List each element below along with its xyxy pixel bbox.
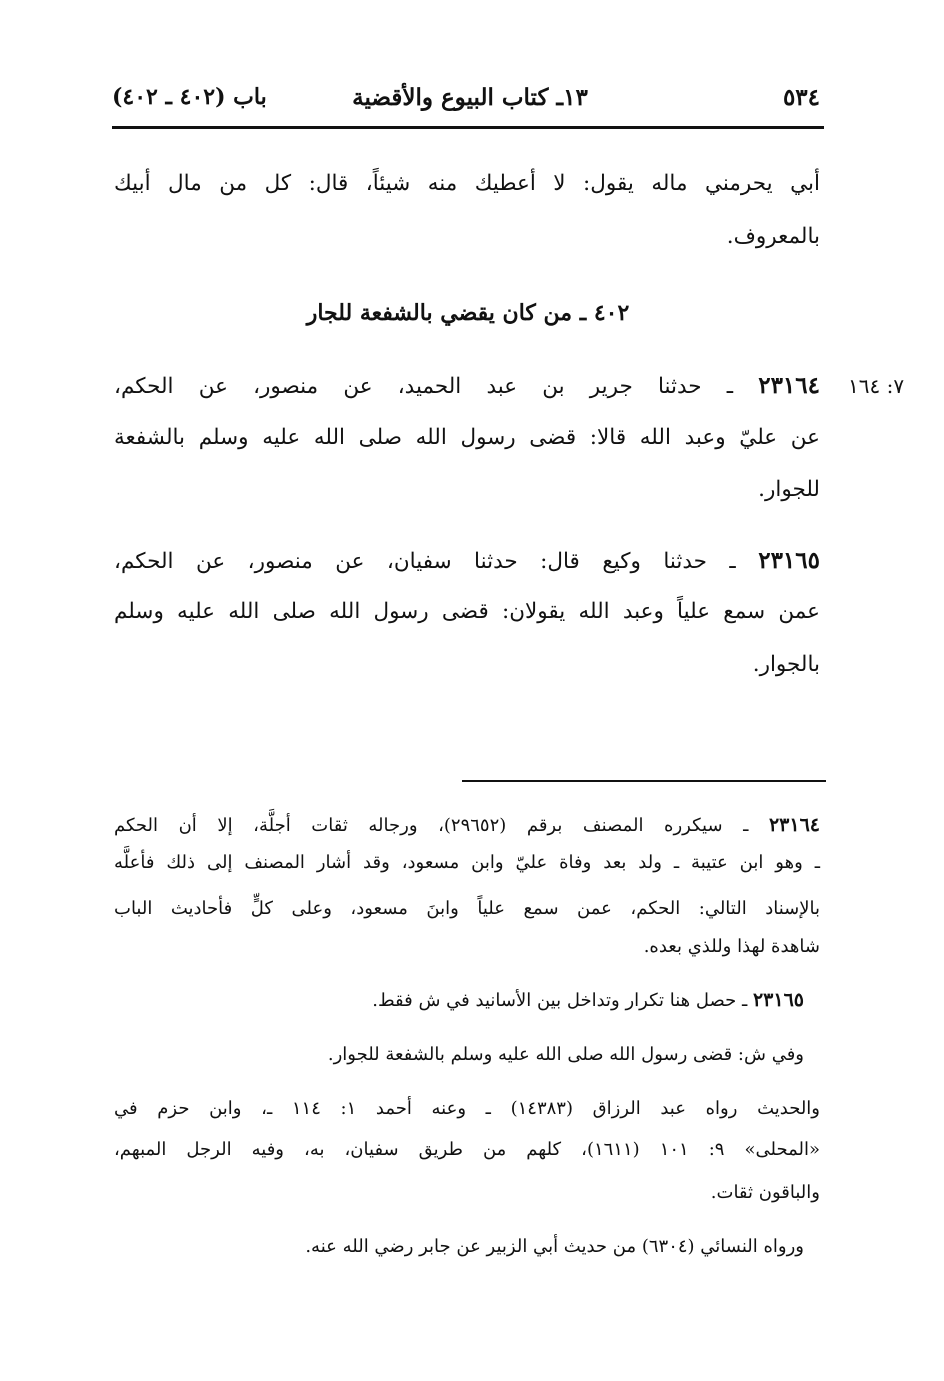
hadith-number: ٢٣١٦٤ <box>758 372 820 399</box>
footnote-23164-line-4: شاهدة لهذا وللذي بعده. <box>643 936 820 957</box>
book-title: ١٣ـ كتاب البيوع والأقضية <box>352 84 588 111</box>
footnote-23165-line-3: والحديث رواه عبد الرزاق (١٤٣٨٣) ـ وعنه أحمد ١: ١١٤ ـ، وابن حزم في <box>114 1098 820 1119</box>
hadith-text: ـ حدثنا وكيع قال: حدثنا سفيان، عن منصور، عن الحكم، <box>114 549 759 574</box>
footnote-text: ـ حصل هنا تكرار وتداخل بين الأسانيد في ش فقط. <box>372 990 753 1011</box>
footnote-23165-line-6: ورواه النسائي (٦٣٠٤) من حديث أبي الزبير عن جابر رضي الله عنه. <box>305 1236 804 1257</box>
hadith-23165-line-2: عمن سمع علياً وعبد الله يقولان: قضى رسول الله صلى الله عليه وسلم <box>114 599 820 624</box>
hadith-23164-line-3: للجوار. <box>758 477 820 502</box>
bab-label: باب (٤٠٢ ـ ٤٠٢) <box>112 84 267 110</box>
footnote-23164-line-3: بالإسناد التالي: الحكم، عمن سمع علياً وابنَ مسعود، وعلى كلٍّ فأحاديث الباب <box>114 898 820 919</box>
footnote-text: ـ سيكرره المصنف برقم (٢٩٦٥٢)، ورجاله ثقات أجلَّة، إلا أن الحكم <box>114 815 769 836</box>
footnote-23165-line-2: وفي ش: قضى رسول الله صلى الله عليه وسلم بالشفعة للجوار. <box>327 1044 804 1065</box>
hadith-text: ـ حدثنا جرير بن عبد الحميد، عن منصور، عن الحكم، <box>114 374 759 399</box>
footnote-number: ٢٣١٦٤ <box>768 814 820 836</box>
intro-line-1: أبي يحرمني ماله يقول: لا أعطيك منه شيئاً، قال: كل من مال أبيك <box>114 171 820 196</box>
footnote-rule <box>462 780 826 782</box>
footnote-number: ٢٣١٦٥ <box>752 989 804 1011</box>
footnote-23164-line-1 <box>114 816 820 835</box>
chapter-heading: ٤٠٢ ـ من كان يقضي بالشفعة للجار <box>306 300 630 326</box>
margin-reference: ٧: ١٦٤ <box>848 374 905 398</box>
footnote-23165-line-1 <box>144 991 804 1010</box>
footnote-23165-line-4: «المحلى» ٩: ١٠١ (١٦١١)، كلهم من طريق سفيان، به، وفيه الرجل المبهم، <box>114 1139 820 1160</box>
header-rule <box>112 126 824 129</box>
footnote-23164-line-2: ـ وهو ابن عتيبة ـ ولد بعد وفاة عليّ وابن مسعود، وقد أشار المصنف إلى ذلك فأعلَّه <box>114 852 820 873</box>
intro-line-2: بالمعروف. <box>726 224 820 249</box>
hadith-23165-line-3: بالجوار. <box>752 652 820 677</box>
hadith-23164-line-2: عن عليّ وعبد الله قالا: قضى رسول الله صلى الله عليه وسلم بالشفعة <box>114 425 820 450</box>
page-number: ٥٣٤ <box>782 84 820 111</box>
hadith-23165-line-1 <box>114 549 820 573</box>
hadith-number: ٢٣١٦٥ <box>758 547 820 574</box>
hadith-23164-line-1 <box>114 374 820 398</box>
footnote-23165-line-5: والباقون ثقات. <box>710 1182 820 1203</box>
